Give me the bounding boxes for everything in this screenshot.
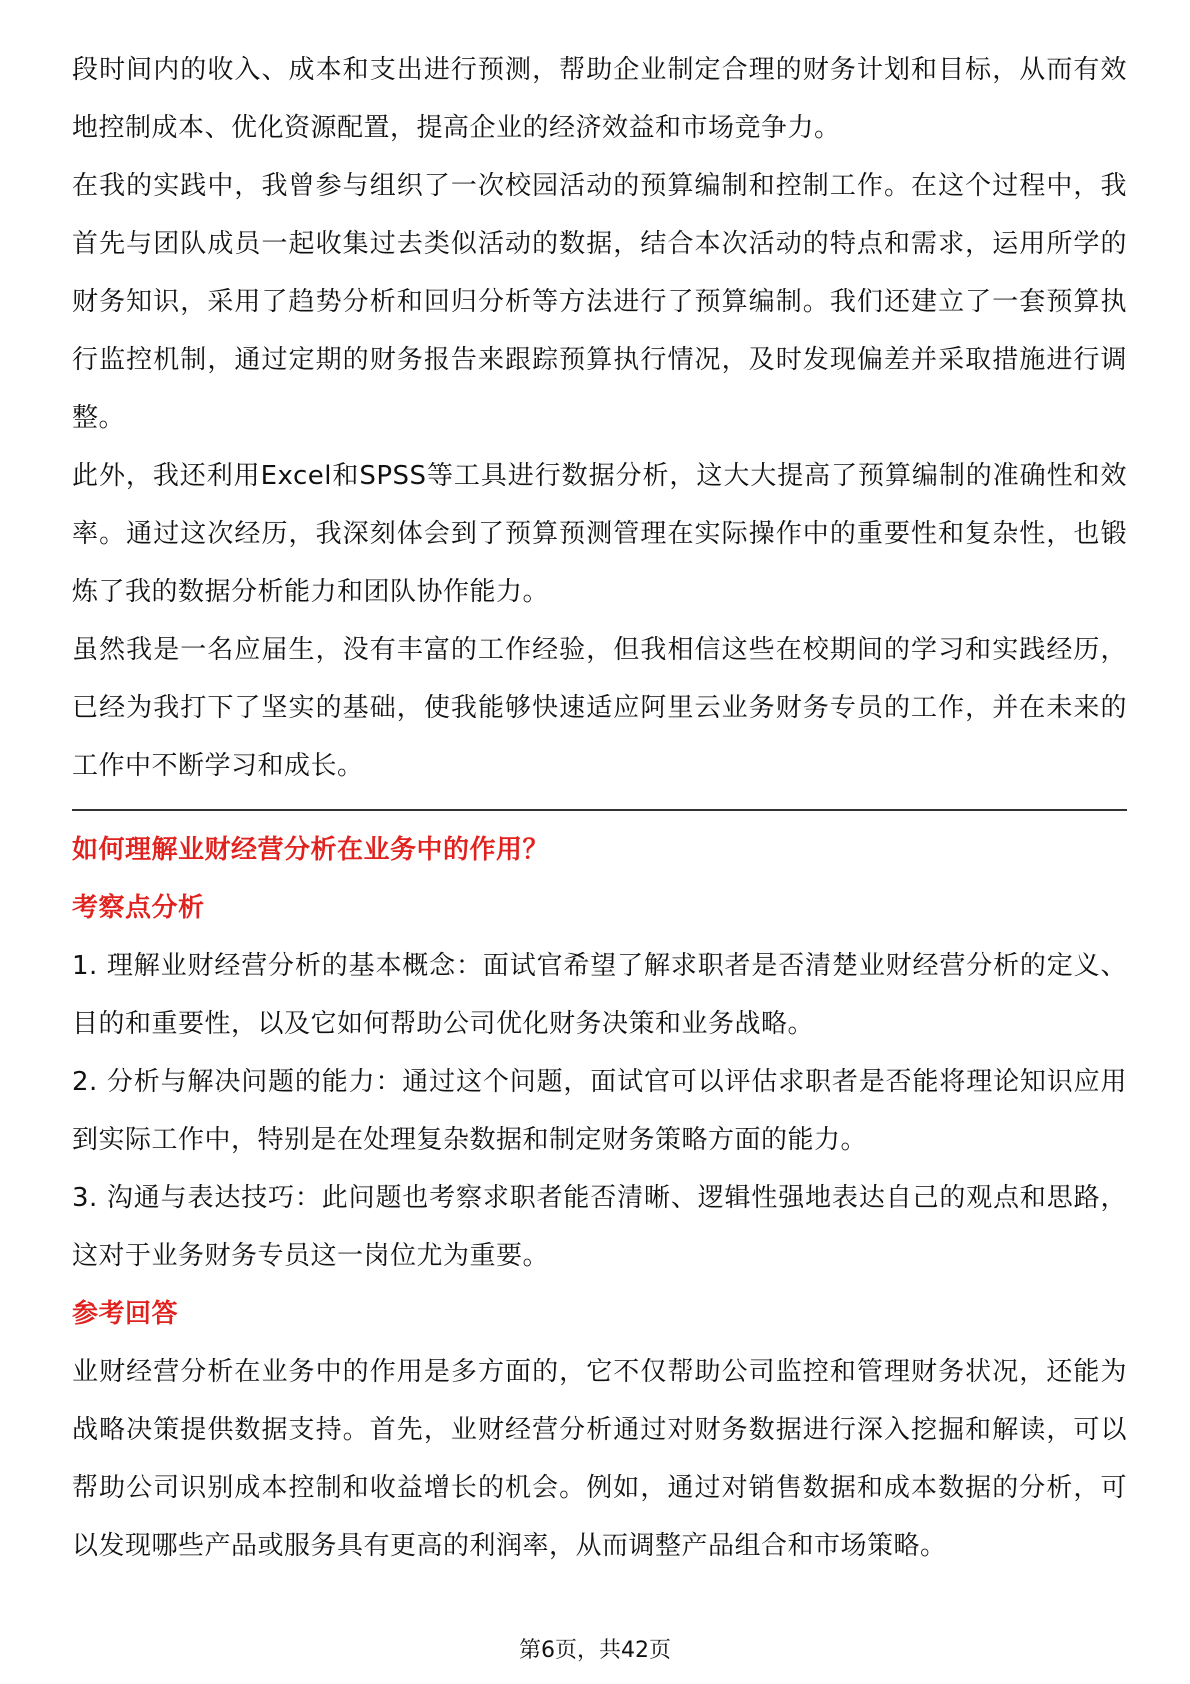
page-content — [72, 41, 1127, 1575]
answer-paragraph: 业财经营分析在业务中的作用是多方面的，它不仅帮助公司监控和管理财务状况，还能为战略决策提供数据支持。首先，业财经营分析通过对财务数据进行深入挖掘和解读，可以帮助公司识别成本控制和收益增长的机会。例如，通过对销售数据和成本数据的分析，可以发现哪些产品或服务具有更高的利润率，从而调整产品组合和市场策略。 — [72, 1357, 1127, 1561]
question-title: 如何理解业财经营分析在业务中的作用？ — [72, 835, 550, 865]
body-paragraph: 段时间内的收入、成本和支出进行预测，帮助企业制定合理的财务计划和目标，从而有效地控制成本、优化资源配置，提高企业的经济效益和市场竞争力。 — [72, 55, 1127, 143]
analysis-point: 2. 分析与解决问题的能力：通过这个问题，面试官可以评估求职者是否能将理论知识应用到实际工作中，特别是在处理复杂数据和制定财务策略方面的能力。 — [72, 1067, 1127, 1155]
analysis-point: 3. 沟通与表达技巧：此问题也考察求职者能否清晰、逻辑性强地表达自己的观点和思路，这对于业务财务专员这一岗位尤为重要。 — [72, 1183, 1127, 1271]
analysis-heading: 考察点分析 — [72, 893, 205, 923]
body-paragraph: 此外，我还利用Excel和SPSS等工具进行数据分析，这大大提高了预算编制的准确性和效率。通过这次经历，我深刻体会到了预算预测管理在实际操作中的重要性和复杂性，也锻炼了我的数据分析能力和团队协作能力。 — [72, 461, 1127, 607]
answer-heading: 参考回答 — [72, 1299, 179, 1329]
analysis-point: 1. 理解业财经营分析的基本概念：面试官希望了解求职者是否清楚业财经营分析的定义、目的和重要性，以及它如何帮助公司优化财务决策和业务战略。 — [72, 951, 1127, 1039]
page-number-footer: 第6页，共42页 — [519, 1638, 671, 1663]
section-divider — [72, 809, 1127, 811]
body-paragraph: 虽然我是一名应届生，没有丰富的工作经验，但我相信这些在校期间的学习和实践经历，已经为我打下了坚实的基础，使我能够快速适应阿里云业务财务专员的工作，并在未来的工作中不断学习和成长。 — [72, 635, 1127, 781]
body-paragraph: 在我的实践中，我曾参与组织了一次校园活动的预算编制和控制工作。在这个过程中，我首先与团队成员一起收集过去类似活动的数据，结合本次活动的特点和需求，运用所学的财务知识，采用了趋势分析和回归分析等方法进行了预算编制。我们还建立了一套预算执行监控机制，通过定期的财务报告来跟踪预算执行情况，及时发现偏差并采取措施进行调整。 — [72, 171, 1127, 433]
